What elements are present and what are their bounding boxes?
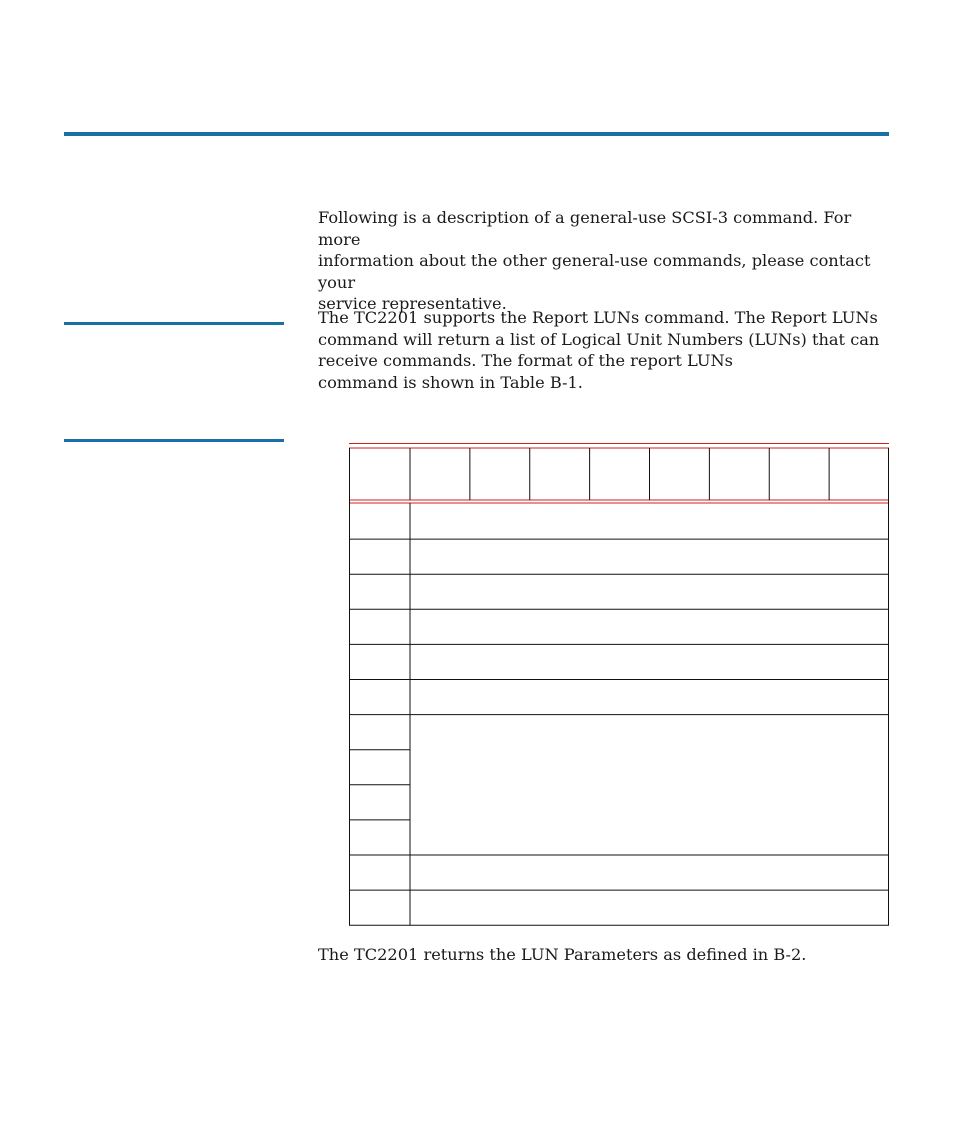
section-rule-report-luns (64, 322, 284, 325)
intro-paragraph: Following is a description of a general-use SCSI-3 command. For more information about the other general-use commands, please contact your service representative. (318, 208, 871, 313)
report-luns-paragraph: The TC2201 supports the Report LUNs command. The Report LUNs command will return a list of Logical Unit Numbers (LUNs) that can receive commands. The format of the report LUNs command is shown in Table B-1. (318, 308, 880, 392)
report-luns-command-table (349, 443, 890, 926)
chapter-header-rule (64, 132, 889, 136)
report-luns-table-grid (349, 443, 890, 926)
section-rule-table (64, 439, 284, 442)
lun-parameters-note: The TC2201 returns the LUN Parameters as defined in B-2. (318, 945, 807, 964)
